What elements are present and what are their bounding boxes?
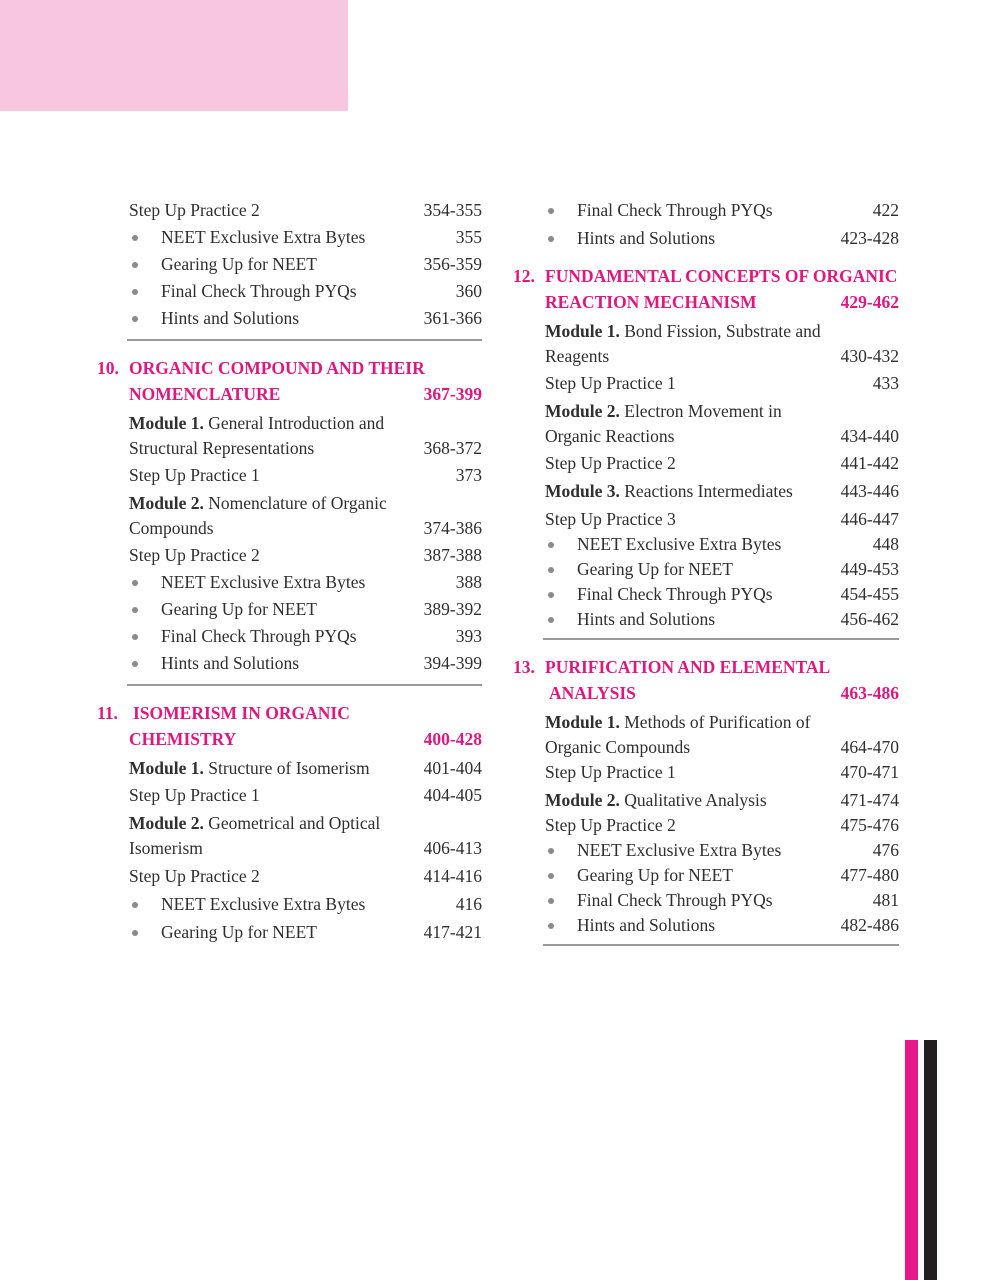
toc-entry[interactable]: Gearing Up for NEET 417-421 — [97, 920, 482, 947]
bullet-icon — [132, 316, 138, 322]
header-color-block — [0, 0, 348, 111]
chapter-number: 12. — [513, 266, 535, 286]
chapter-title: PURIFICATION AND ELEMENTAL — [545, 657, 831, 677]
toc-right-column — [513, 198, 899, 960]
bullet-icon — [548, 567, 554, 573]
toc-entry[interactable]: Gearing Up for NEET 389-392 — [97, 597, 482, 624]
toc-entry[interactable]: Final Check Through PYQs 481 — [513, 888, 899, 913]
chapter-10-heading[interactable] — [97, 355, 482, 411]
chapter-number: 13. — [513, 657, 535, 677]
bullet-icon — [548, 542, 554, 548]
toc-entry[interactable]: Organic Reactions 434-440 — [545, 426, 899, 446]
toc-entry[interactable]: Step Up Practice 2 387-388 — [129, 545, 482, 565]
bullet-icon — [132, 930, 138, 936]
toc-entry[interactable]: Final Check Through PYQs 454-455 — [513, 582, 899, 607]
chapter-12-heading[interactable] — [513, 263, 899, 319]
toc-entry[interactable]: NEET Exclusive Extra Bytes 388 — [97, 570, 482, 597]
chapter-title: REACTION MECHANISM — [545, 292, 757, 312]
toc-entry[interactable]: NEET Exclusive Extra Bytes 476 — [513, 838, 899, 863]
bullet-icon — [132, 580, 138, 586]
toc-entry[interactable]: Hints and Solutions 423-428 — [513, 226, 899, 253]
toc-entry[interactable]: Step Up Practice 1 404-405 — [129, 785, 482, 805]
chapter-pages: 463-486 — [840, 683, 899, 703]
toc-entry[interactable]: Step Up Practice 1 433 — [545, 373, 899, 393]
toc-entry[interactable]: Hints and Solutions 361-366 — [97, 306, 482, 333]
edge-stripe-black — [924, 1040, 937, 1280]
bullet-icon — [132, 634, 138, 640]
chapter-number: 11. — [97, 703, 118, 723]
bullet-icon — [548, 873, 554, 879]
toc-entry[interactable]: Reagents 430-432 — [545, 346, 899, 366]
toc-entry[interactable]: Final Check Through PYQs 393 — [97, 624, 482, 651]
section-divider — [543, 944, 899, 946]
toc-entry[interactable]: Module 2. Geometrical and Optical — [129, 813, 381, 833]
chapter-title: ISOMERISM IN ORGANIC — [133, 703, 350, 723]
toc-entry[interactable]: Hints and Solutions 482-486 — [513, 913, 899, 938]
toc-entry[interactable]: Module 1. General Introduction and — [129, 413, 385, 433]
toc-entry[interactable]: Gearing Up for NEET 449-453 — [513, 557, 899, 582]
toc-entry[interactable]: Step Up Practice 2 475-476 — [545, 815, 899, 835]
toc-entry[interactable]: Isomerism 406-413 — [129, 838, 482, 858]
toc-entry[interactable]: Module 1. Bond Fission, Substrate and — [545, 321, 821, 341]
edge-stripe-magenta — [905, 1040, 918, 1280]
toc-entry[interactable]: Step Up Practice 2 414-416 — [129, 866, 482, 886]
toc-entry[interactable]: Module 1. Methods of Purification of — [545, 712, 811, 732]
bullet-icon — [132, 607, 138, 613]
toc-entry[interactable]: Final Check Through PYQs 360 — [97, 279, 482, 306]
toc-left-column — [97, 198, 482, 947]
toc-entry[interactable]: Module 2. Qualitative Analysis 471-474 — [545, 790, 899, 810]
chapter-title: NOMENCLATURE — [129, 384, 281, 404]
toc-entry[interactable]: Compounds 374-386 — [129, 518, 482, 538]
bullet-icon — [548, 898, 554, 904]
chapter-title: CHEMISTRY — [129, 729, 237, 749]
bullet-icon — [132, 661, 138, 667]
toc-entry[interactable]: Module 2. Nomenclature of Organic — [129, 493, 387, 513]
section-divider — [127, 684, 482, 686]
bullet-icon — [132, 902, 138, 908]
toc-entry[interactable]: Step Up Practice 2 354-355 — [129, 200, 482, 220]
toc-entry[interactable]: Step Up Practice 2 441-442 — [545, 453, 899, 473]
chapter-title: ORGANIC COMPOUND AND THEIR — [129, 358, 425, 378]
chapter-number: 10. — [97, 358, 119, 378]
bullet-icon — [548, 848, 554, 854]
bullet-icon — [132, 235, 138, 241]
bullet-icon — [548, 923, 554, 929]
bullet-icon — [548, 236, 554, 242]
bullet-icon — [132, 289, 138, 295]
toc-entry[interactable]: Step Up Practice 1 470-471 — [545, 762, 899, 782]
toc-entry[interactable]: Module 3. Reactions Intermediates 443-446 — [545, 481, 899, 501]
chapter-11-heading[interactable] — [97, 700, 482, 756]
chapter-pages: 400-428 — [423, 729, 482, 749]
bullet-icon — [548, 617, 554, 623]
toc-entry[interactable]: NEET Exclusive Extra Bytes 448 — [513, 532, 899, 557]
toc-entry[interactable]: Gearing Up for NEET 356-359 — [97, 252, 482, 279]
bullet-icon — [548, 592, 554, 598]
toc-entry[interactable]: Module 1. Structure of Isomerism 401-404 — [129, 758, 482, 778]
chapter-title: ANALYSIS — [549, 683, 636, 703]
toc-entry[interactable]: NEET Exclusive Extra Bytes 416 — [97, 892, 482, 920]
chapter-13-heading[interactable] — [513, 654, 899, 710]
toc-entry[interactable]: Final Check Through PYQs 422 — [513, 198, 899, 226]
chapter-pages: 367-399 — [423, 384, 482, 404]
section-divider — [127, 339, 482, 341]
chapter-title: FUNDAMENTAL CONCEPTS OF ORGANIC — [545, 266, 898, 286]
bullet-icon — [548, 208, 554, 214]
toc-entry[interactable]: Hints and Solutions 456-462 — [513, 607, 899, 632]
toc-entry[interactable]: Hints and Solutions 394-399 — [97, 651, 482, 678]
toc-entry[interactable]: Organic Compounds 464-470 — [545, 737, 899, 757]
toc-entry[interactable]: Gearing Up for NEET 477-480 — [513, 863, 899, 888]
toc-entry[interactable]: NEET Exclusive Extra Bytes 355 — [97, 225, 482, 252]
toc-entry[interactable]: Module 2. Electron Movement in — [545, 401, 782, 421]
bullet-icon — [132, 262, 138, 268]
toc-entry[interactable]: Structural Representations 368-372 — [129, 438, 482, 458]
chapter-pages: 429-462 — [840, 292, 899, 312]
section-divider — [543, 638, 899, 640]
toc-entry[interactable]: Step Up Practice 3 446-447 — [545, 509, 899, 529]
toc-entry[interactable]: Step Up Practice 1 373 — [129, 465, 482, 485]
